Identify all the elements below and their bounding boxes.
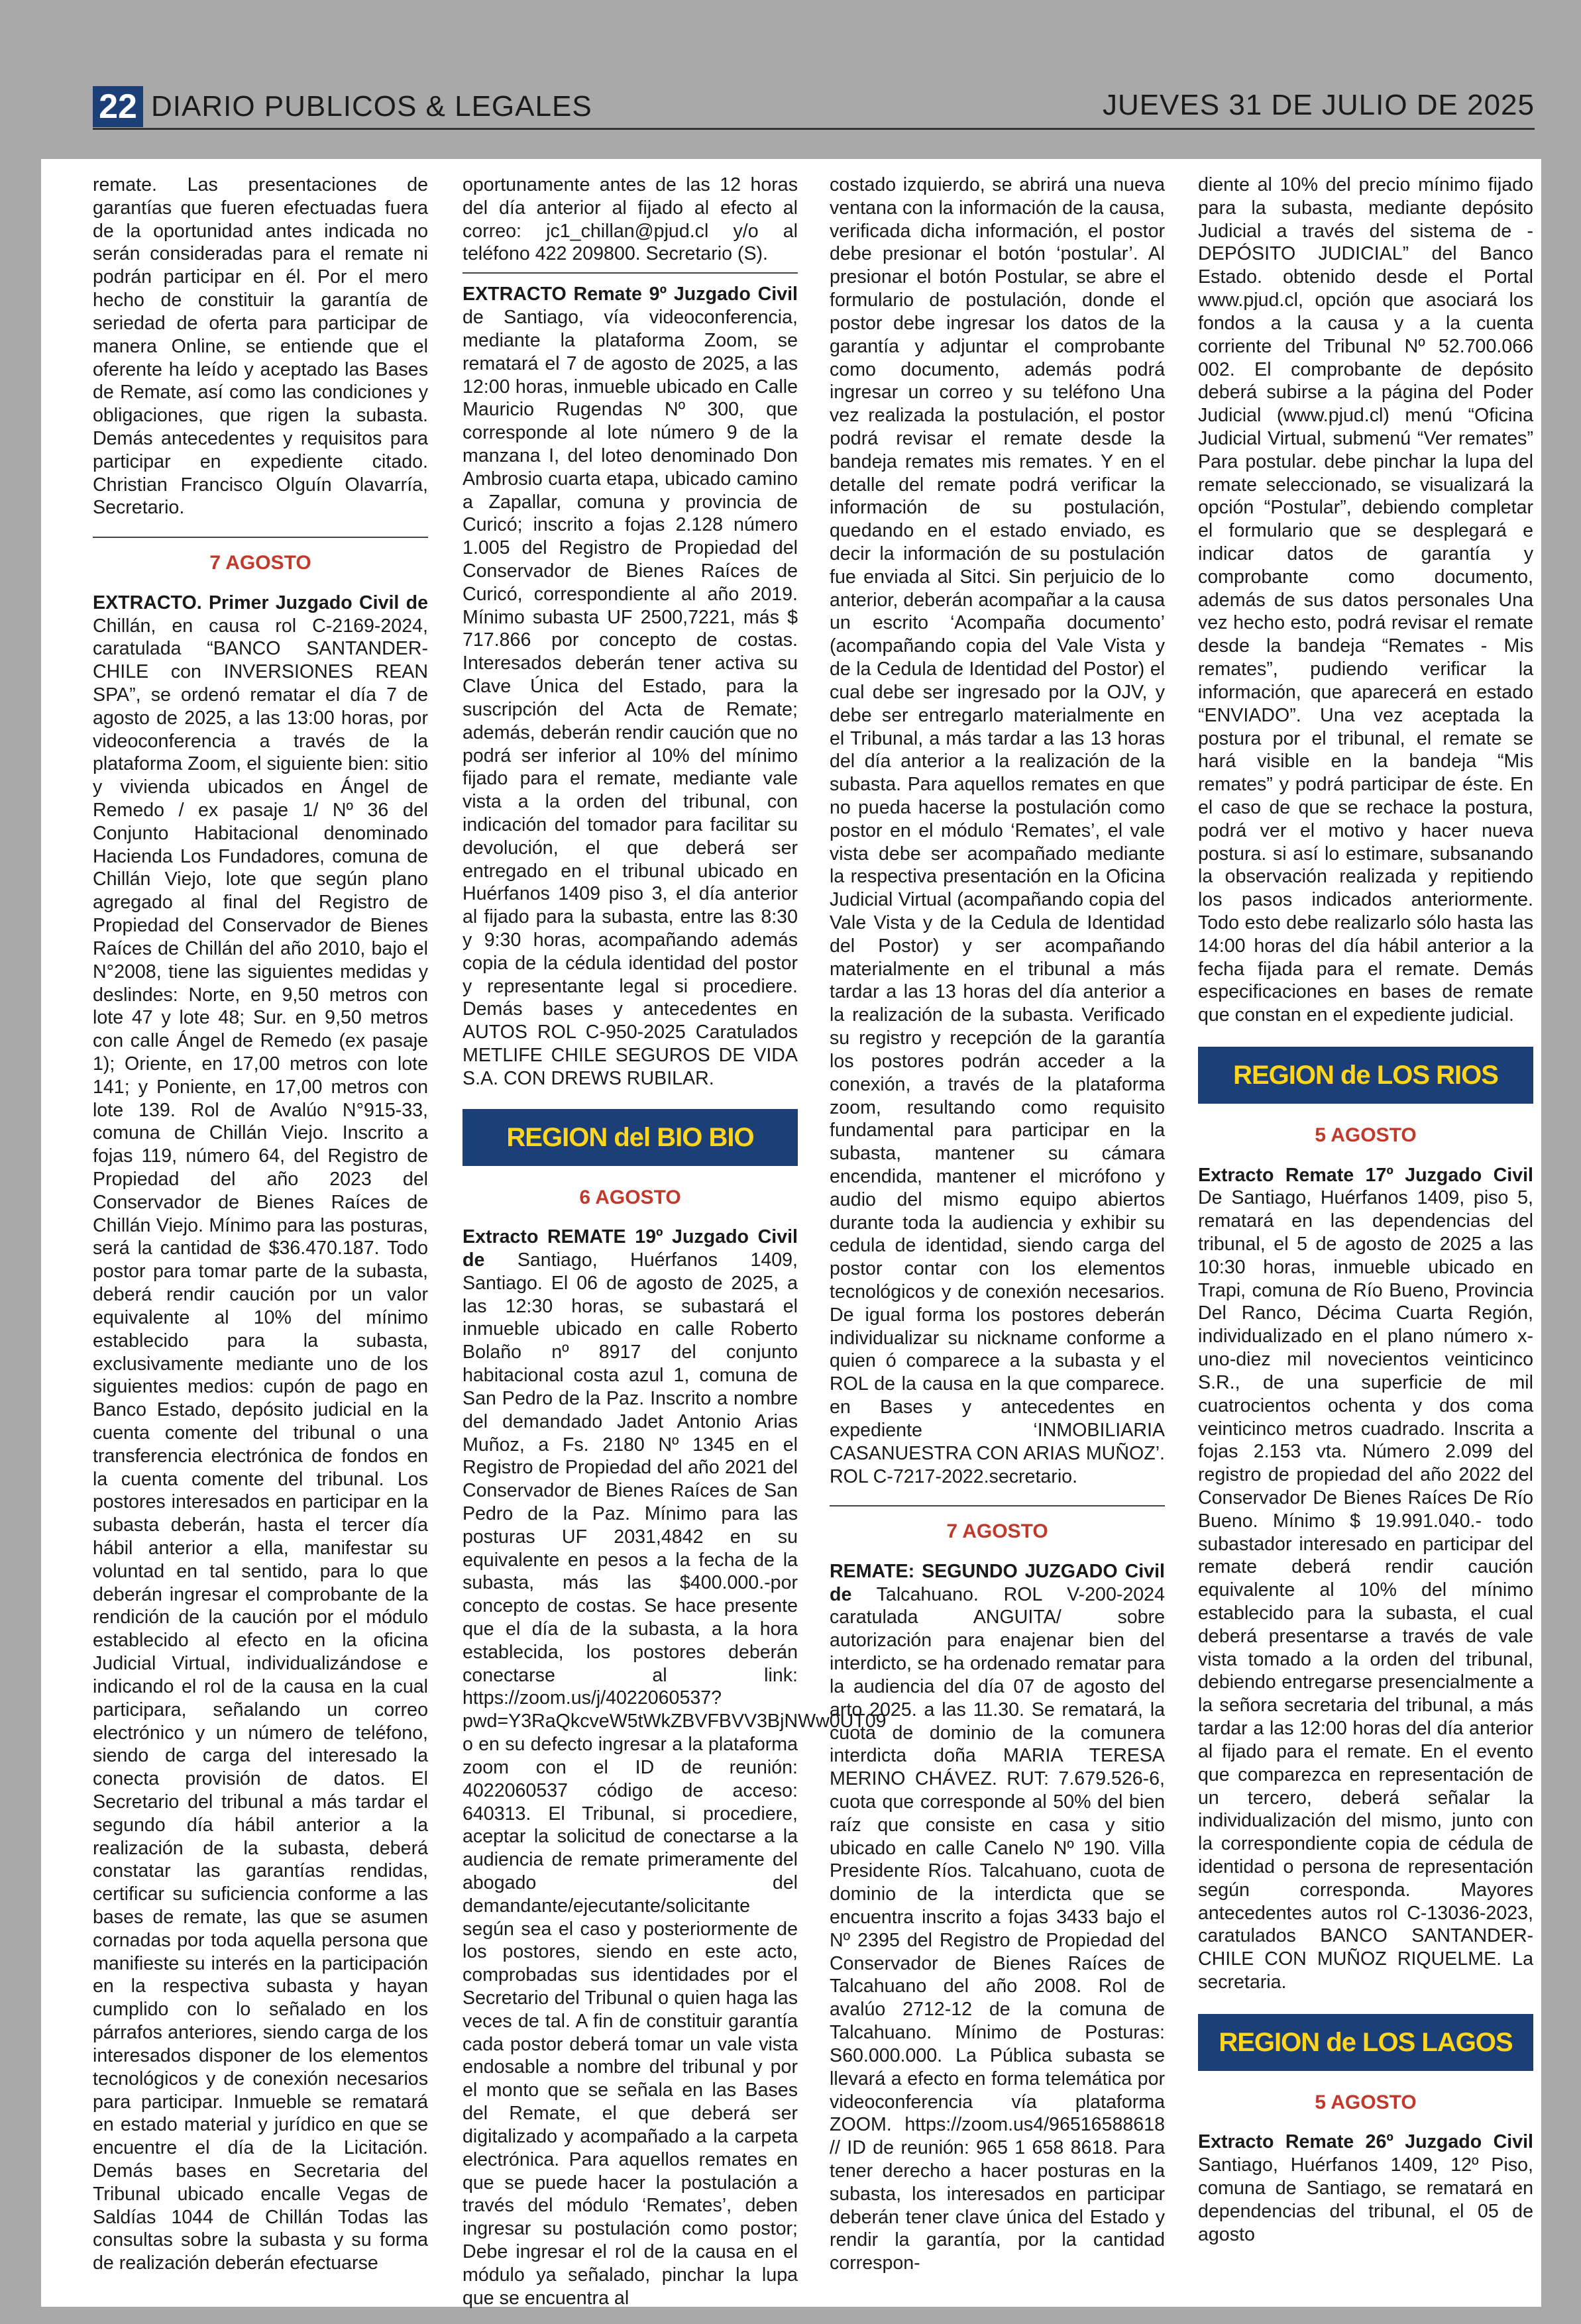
notice-heading: REMATE: SEGUNDO JUZGADO Civil de [830, 1560, 1165, 1605]
notice-body: Talcahuano. ROL V-200-2024 caratulada ANGUITA/ sobre autorización para enajenar bien del interdicto, se ha ordenado rematar para la audiencia del día 07 de agosto del arto 2025. a las 11.30. Se rematará, la cuota de dominio de la comunera interdicta doña MARIA TERESA MERINO CHÁVEZ. RUT: 7.679.526-6, cuota que corresponde al 50% del bien raíz que consiste en casa y sitio ubicado en calle Canelo Nº 190. Villa Presidente Ríos. Talcahuano, cuota de dominio de la interdicta que se encuentra inscrito a fojas 3433 bajo el Nº 2395 del Registro de Propiedad del Conservador de Bienes Raíces de Talcahuano del año 2008. Rol de avalúo 2712-12 de la comuna de Talcahuano. Mínimo de Posturas: S60.000.000. La Pública subasta se llevará a efecto en forma telemática por videoconferencia vía plataforma ZOOM. https://zoom.us4/96516588618 // ID de reunión: 965 1 658 8618. Para tener derecho a hacer posturas en la subasta, los interesados en participar deberán tener clave única del Estado y rendir la garantía, por la cantidad correspon- [830, 1583, 1165, 2274]
column-4 [1198, 174, 1533, 2274]
notice-heading: Extracto Remate 17º Juzgado Civil [1198, 1164, 1533, 1186]
notice-body: Santiago, Huérfanos 1409, 12º Piso, comuna de Santiago, se rematará en dependencias del tribunal, el 05 de agosto [1198, 2154, 1533, 2245]
region-banner: REGION del BIO BIO [463, 1109, 798, 1166]
legal-notice [1198, 1164, 1533, 1994]
divider [830, 1505, 1165, 1506]
section-date: 7 AGOSTO [209, 552, 311, 574]
notice-continuation: oportunamente antes de las 12 horas del día anterior al fijado al efecto al correo: jc1_chillan@pjud.cl y/o al teléfono 422 209800. Secretario (S). [463, 174, 798, 265]
legal-notice [1198, 2131, 1533, 2246]
section-date: 5 AGOSTO [1315, 2091, 1417, 2113]
legal-notice [463, 1226, 887, 2309]
notice-heading: EXTRACTO Remate 9º Juzgado Civil [463, 284, 798, 305]
column-1 [93, 174, 428, 2274]
section-date: 5 AGOSTO [1315, 1124, 1417, 1147]
region-banner: REGION de LOS LAGOS [1198, 2014, 1533, 2071]
legal-notice [830, 1560, 1165, 2275]
page-header [0, 0, 1581, 159]
publication-name: DIARIO PUBLICOS & LEGALES [151, 90, 592, 123]
region-banner: REGION de LOS RIOS [1198, 1047, 1533, 1104]
column-2 [463, 174, 887, 2309]
legal-notice [93, 592, 428, 2275]
column-3 [830, 174, 1165, 2274]
notice-body: Santiago, Huérfanos 1409, Santiago. El 06 de agosto de 2025, a las 12:30 horas, se subastará el inmueble ubicado en calle Roberto Bolaño nº 8917 del conjunto habitacional costa azul 1, comuna de San Pedro de la Paz. Inscrito a nombre del demandado Jadet Antonio Arias Muñoz, a Fs. 2180 Nº 1345 en el Registro de Propiedad del año 2021 del Conservador de Bienes Raíces de San Pedro de la Paz. Mínimo para las posturas UF 2031,4842 en su equivalente en pesos a la fecha de la subasta, más las $400.000.-por concepto de costas. Se hace presente que el día de la subasta, a la hora establecida, los postores deberán conectarse al link: https://zoom.us/j/4022060537?pwd=Y3RaQkcveW5tWkZBVFBVV3BjNWw0UT09 o en su defecto ingresar a la plataforma zoom con el ID de reunión: 4022060537 código de acceso: 640313. El Tribunal, si procediere, aceptar la solicitud de conectarse a la audiencia de remate primeramente del abogado del demandante/ejecutante/solicitante según sea el caso y posteriormente de los postores, siendo en este acto, comprobadas sus identidades por el Secretario del Tribunal o quien haga las veces de tal. A fin de constituir garantía cada postor deberá tomar un vale vista endosable a nombre del tribunal y por el monto que se señala en las Bases del Remate, el que deberá ser digitalizado y acompañado a la carpeta electrónica. Para aquellos remates en que se puede hacer la postulación a través del módulo ‘Remates’, deben ingresar su postulación como postor; Debe ingresar el rol de la causa en el módulo ya señalado, pinchar la lupa que se encuentra al [463, 1249, 887, 2309]
notice-body: De Santiago, Huérfanos 1409, piso 5, rematará en las dependencias del tribunal, el 5 de agosto de 2025 a las 10:30 horas, inmueble ubicado en Trapi, comuna de Río Bueno, Provincia Del Ranco, Décima Cuarta Región, individualizado en el plano número x-uno-diez mil novecientos veinticinco S.R., de una superficie de mil cuatrocientos ochenta y dos coma veinticinco metros cuadrado. Inscrita a fojas 2.153 vta. Número 2.099 del registro de propiedad del año 2022 del Conservador De Bienes Raíces De Río Bueno. Mínimo $ 19.991.040.- todo subastador interesado en participar del remate deberá rendir caución equivalente al 10% del mínimo establecido para la subasta, el cual deberá presentarse a través de vale vista tomado a la orden del tribunal, debiendo entregarse presencialmente a la señora secretaria del tribunal, a más tardar a las 12:00 horas del día anterior al fijado para el remate. En el evento que comparezca en representación de un tercero, deberá señalar la individualización del mismo, junto con la correspondiente copia de cédula de identidad o persona de representación según corresponda. Mayores antecedentes autos rol C-13036-2023, caratulados BANCO SANTANDER-CHILE CON MUÑOZ RIQUELME. La secretaria. [1198, 1187, 1533, 1993]
notice-body: Chillán, en causa rol C-2169-2024, caratulada “BANCO SANTANDER- CHILE con INVERSIONES REAN SPA”, se ordenó rematar el día 7 de agosto de 2025, a las 13:00 horas, por videoconferencia a través de la plataforma Zoom, el siguiente bien: sitio y vivienda ubicados en Ángel de Remedo / ex pasaje 1/ Nº 36 del Conjunto Habitacional denominado Hacienda Los Fundadores, comuna de Chillán Viejo, lote que según plano agregado al final del Registro de Propiedad del Conservador de Bienes Raíces de Chillán del año 2010, bajo el N°2008, tiene las siguientes medidas y deslindes: Norte, en 9,50 metros con lote 47 y lote 48; Sur. en 9,50 metros con calle Ángel de Remedo (ex pasaje 1); Oriente, en 17,00 metros con lote 141; y Poniente, en 17,00 metros con lote 139. Rol de Avalúo N°915-33, comuna de Chillán Viejo. Inscrito a fojas 119, número 64, del Registro de Propiedad del año 2023 del Conservador de Bienes Raíces de Chillán Viejo. Mínimo para las posturas, será la cantidad de $36.470.187. Todo postor para tomar parte de la subasta, deberá rendir caución por un valor equivalente al 10% del mínimo establecido para la subasta, exclusivamente mediante uno de los siguientes medios: cupón de pago en Banco Estado, depósito judicial en la cuenta comente del tribunal o una transferencia electrónica de fondos en la cuenta comente del tribunal. Los postores interesados en participar en la subasta deberán, hasta el tercer día hábil anterior a ella, manifestar su voluntad en tal sentido, para lo que deberán ingresar el comprobante de la rendición de la caución por el módulo establecido al efecto en la oficina Judicial Virtual, individualizándose e indicando el rol de la causa en la cual participara, señalando un correo electrónico y un número de teléfono, siendo de carga del interesado la conecta provisión de datos. El Secretario del tribunal a más tardar el segundo día hábil anterior a la realización de la subasta, deberá constatar las garantías rendidas, certificar su suficiencia conforme a las bases de remate, las que se asumen cornadas por toda aquella persona que manifieste su interés en la participación en la respectiva subasta y hayan cumplido con lo señalado en los párrafos anteriores, siendo carga de los interesados disponer de los elementos tecnológicos y de conexión necesarios para participar. Inmueble se rematará en estado material y jurídico en que se encuentre el día de la Licitación. Demás bases en Secretaria del Tribunal ubicado encalle Vegas de Saldías 1044 de Chillán Todas las consultas sobre la subasta y su forma de realización deberán efectuarse [93, 615, 428, 2274]
notice-body: de Santiago, vía videoconferencia, mediante la plataforma Zoom, se rematará el 7 de agosto de 2025, a las 12:00 horas, inmueble ubicado en Calle Mauricio Rugendas Nº 300, que corresponde al lote número 9 de la manzana I, del loteo denominado Don Ambrosio cuarta etapa, ubicado camino a Zapallar, comuna y provincia de Curicó; inscrito a fojas 2.128 número 1.005 del Registro de Propiedad del Conservador de Bienes Raíces de Curicó, correspondiente al año 2019. Mínimo subasta UF 2500,7221, más $ 717.866 por concepto de costas. Interesados deberán tener activa su Clave Única del Estado, para la suscripción del Acta de Remate; además, deberán rendir caución que no podrá ser inferior al 10% del mínimo fijado para el remate, mediante vale vista a la orden del tribunal, con indicación del tomador para facilitar su devolución, el que deberá ser entregado en el tribunal ubicado en Huérfanos 1409 piso 3, el día anterior al fijado para la subasta, entre las 8:30 y 9:30 horas, acompañando además copia de la cédula identidad del postor y representante legal si procediere. Demás bases y antecedentes en AUTOS ROL C-950-2025 Caratulados METLIFE CHILE SEGUROS DE VIDA S.A. CON DREWS RUBILAR. [463, 307, 798, 1089]
section-date: 6 AGOSTO [579, 1186, 681, 1208]
notice-continuation: diente al 10% del precio mínimo fijado para la subasta, mediante depósito Judicial a través del sistema de -DEPÓSITO JUDICIAL” del Banco Estado. obtenido desde el Portal www.pjud.cl, opción que asociará los fondos a la causa y a la cuenta corriente del Tribunal Nº 52.700.066 002. El comprobante de depósito deberá subirse a la página del Poder Judicial (www.pjud.cl) menú “Oficina Judicial Virtual, submenú “Ver remates” Para postular. debe pinchar la lupa del remate seleccionado, se visualizará la opción “Postular”, debiendo completar el formulario que se desplegará e indicar datos de garantía y comprobante como documento, además de sus datos personales Una vez hecho esto, podrá revisar el remate desde la bandeja “Remates - Mis remates”, pudiendo verificar la información, que aparecerá en estado “ENVIADO”. Una vez aceptada la postura por el tribunal, el remate se hará visible en la bandeja “Mis remates” y podrá participar de éste. En el caso de que se rechace la postura, podrá ver el motivo y hacer nueva postura. si así lo estimare, subsanando la observación realizada y repitiendo los pasos indicados anteriormente. Todo esto debe realizarlo sólo hasta las 14:00 horas del día hábil anterior a la fecha fijada para el remate. Demás especificaciones en bases de remate que constan en el expediente judicial. [1198, 174, 1533, 1026]
legal-notice [463, 283, 798, 1090]
notice-heading: Extracto REMATE 19º Juzgado Civil de [463, 1226, 798, 1271]
section-date: 7 AGOSTO [946, 1520, 1048, 1543]
notice-continuation: remate. Las presentaciones de garantías que fueren efectuadas fuera de la oportunidad antes indicada no serán consideradas para el remate ni podrán participar en él. Por el mero hecho de constituir la garantía de seriedad de oferta para participar de manera Online, se entiende que el oferente ha leído y aceptado las Bases de Remate, así como las condiciones y obligaciones, que rigen la subasta. Demás antecedentes y requisitos para participar en expediente citado. Christian Francisco Olguín Olavarría, Secretario. [93, 174, 428, 519]
page-number: 22 [93, 86, 143, 127]
notice-continuation: costado izquierdo, se abrirá una nueva ventana con la información de la causa, verificada dicha información, el postor debe presionar el botón ‘postular’. Al presionar el botón Postular, se abre el formulario de postulación, donde el postor debe ingresar los datos de la garantía y adjuntar el comprobante como documento, además podrá ingresar un correo y su teléfono Una vez realizada la postulación, el postor podrá revisar el remate desde la bandeja remates mis remates. Y en el detalle del remate podrá verificar la información de su postulación, quedando en el estado enviado, es decir la información de su postulación fue enviada al Sitci. Sin perjuicio de lo anterior, deberán acompañar a la causa un escrito ‘Acompaña documento’ (acompañando copia del Vale Vista y de la Cedula de Identidad del Postor) el cual debe ser ingresado por la OJV, y debe ser entregarlo materialmente en el Tribunal, a más tardar a las 13 horas del día anterior a la realización de la subasta. Para aquellos remates en que no pueda hacerse la postulación como postor en el módulo ‘Remates’, el vale vista debe ser acompañado mediante la respectiva presentación en la Oficina Judicial Virtual (acompañando copia del Vale Vista y de la Cedula de Identidad del Postor) y ser acompañando materialmente en el tribunal a más tardar a las 13 horas del día anterior a la realización de la subasta. Verificado su registro y recepción de la garantía los postores podrán acceder a la conexión, a través de la plataforma zoom, resultando como requisito fundamental para participar en la subasta, mantener su cámara encendida, mantener el micrófono y audio del mismo equipo abiertos durante toda la audiencia y exhibir su cedula de identidad, siendo carga del postor contar con los elementos tecnológicos y de conexión necesarios. De igual forma los postores deberán individualizar su nickname conforme a quien ó comparece a la subasta y el ROL de la causa en la que comparece. en Bases y antecedentes en expediente ‘INMOBILIARIA CASANUESTRA CON ARIAS MUÑOZ’. ROL C-7217-2022.secretario. [830, 174, 1165, 1487]
header-rule [93, 128, 1535, 130]
notice-heading: EXTRACTO. Primer Juzgado Civil de [93, 592, 428, 613]
divider [93, 537, 428, 538]
divider [463, 272, 798, 274]
notice-heading: Extracto Remate 26º Juzgado Civil [1198, 2131, 1533, 2153]
publication-date: JUEVES 31 DE JULIO DE 2025 [1102, 89, 1535, 121]
